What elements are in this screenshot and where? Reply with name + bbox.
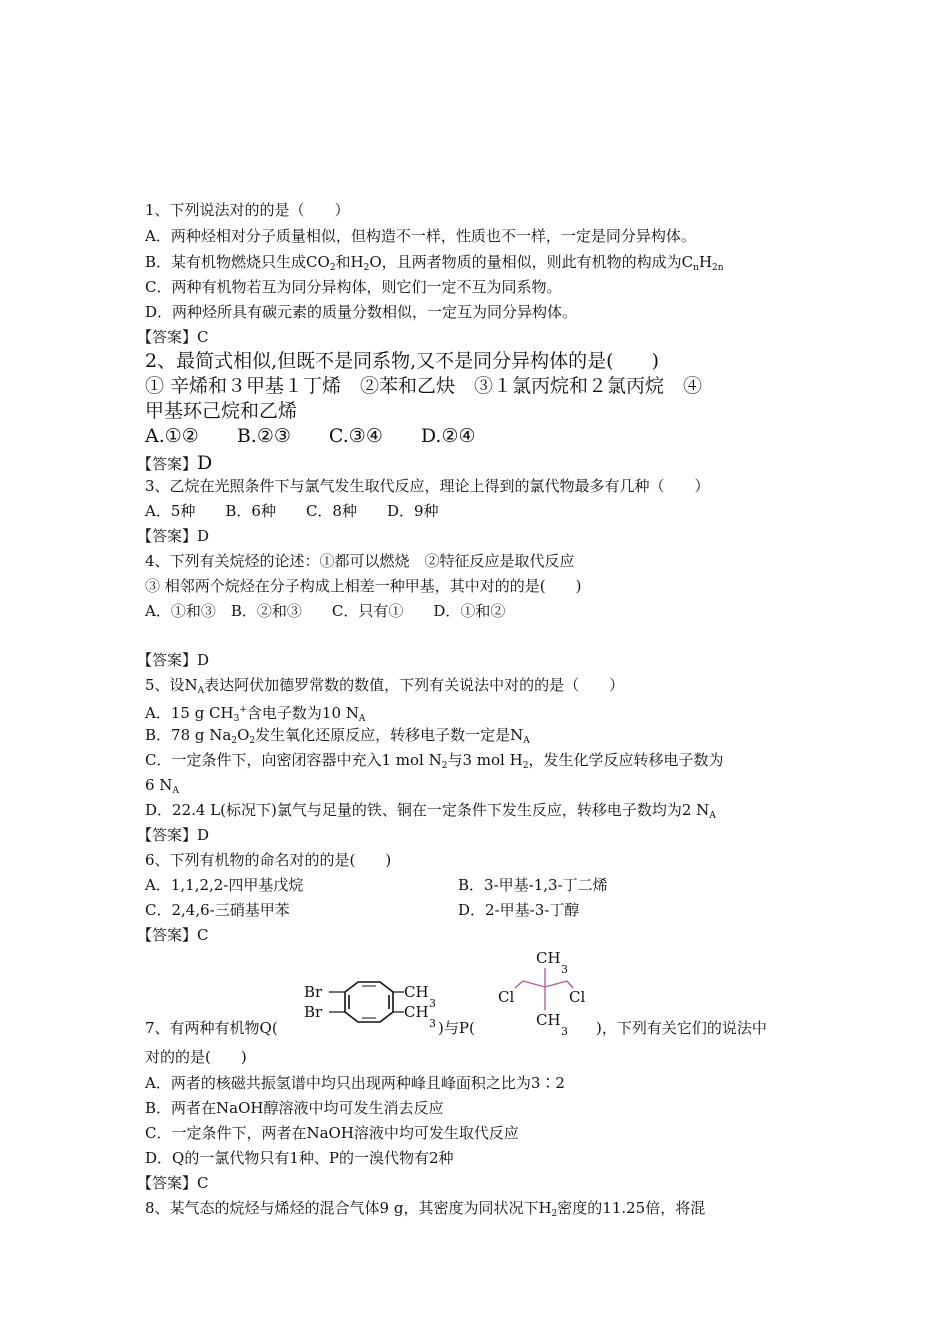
q5-option-b: B．78 g $Na_2O_2$发生氧化还原反应，转移电子数一定是$N_A$	[145, 726, 530, 746]
q7-stem-pre: 7、有两种有机物Q(	[145, 1019, 278, 1037]
q2-items-line1: ① 辛烯和３甲基１丁烯 ②苯和乙炔 ③１氯丙烷和２氯丙烷 ④	[145, 375, 703, 397]
q5-answer: 【答案】D	[137, 826, 210, 844]
q1-option-d: D．两种烃所具有碳元素的质量分数相似，一定互为同分异构体。	[145, 303, 578, 321]
q6-option-b: B．3-甲基-1,3-丁二烯	[458, 876, 608, 894]
q3-options: A．5种 B．6种 C．8种 D．9种	[145, 502, 439, 520]
q4-stem: 4、下列有关烷烃的论述：①都可以燃烧 ②特征反应是取代反应	[145, 552, 575, 570]
q3-stem: 3、乙烷在光照条件下与氯气发生取代反应，理论上得到的氯代物最多有几种（ ）	[145, 477, 710, 495]
q5-option-c-line2: 6 $N_A$	[145, 776, 179, 796]
q7-option-b: B．两者在NaOH醇溶液中均可发生消去反应	[145, 1099, 444, 1117]
q6-stem: 6、下列有机物的命名对的的是( )	[145, 851, 392, 869]
q2-stem: 2、最简式相似,但既不是同系物,又不是同分异构体的是( )	[145, 350, 659, 372]
q-br-bottom: Br	[304, 1003, 323, 1021]
q-ch3-top-sub: 3	[429, 997, 436, 1010]
q7-structure-q	[300, 965, 450, 1035]
q6-option-c: C．2,4,6-三硝基甲苯	[145, 901, 290, 919]
q-ch3-bottom-sub: 3	[429, 1017, 436, 1030]
p-cl-left: Cl	[498, 988, 515, 1006]
p-ch3-bottom-sub: 3	[561, 1025, 568, 1038]
q4-answer: 【答案】D	[137, 651, 210, 669]
q4-line2: ③ 相邻两个烷烃在分子构成上相差一种甲基，其中对的的是( )	[145, 577, 582, 595]
q2-answer: 【答案】D	[137, 452, 213, 474]
q1-option-c: C．两种有机物若互为同分异构体，则它们一定不互为同系物。	[145, 278, 562, 296]
q5-option-c: C．一定条件下，向密闭容器中充入1 mol $N_2$与3 mol $H_2$，发生化学反应转移电子数为	[145, 751, 724, 771]
q7-stem-mid: )与P(	[438, 1019, 475, 1037]
q8-stem: 8、某气态的烷烃与烯烃的混合气体9 g，其密度为同状况下$H_2$密度的11.25倍，将混	[145, 1199, 706, 1219]
q-ch3-top: CH	[404, 983, 429, 1001]
q5-option-d: D．22.4 L(标况下)氯气与足量的铁、铜在一定条件下发生反应，转移电子数均为2 $N_A$	[145, 801, 716, 821]
q-br-top: Br	[304, 983, 323, 1001]
q-ch3-bottom: CH	[404, 1003, 429, 1021]
q7-stem-post: )，下列有关它们的说法中	[596, 1019, 767, 1037]
q1-option-b: B．某有机物燃烧只生成$CO_2$和$H_2O$，且两者物质的量相似，则此有机物的构成为$C_nH_{2n}$	[145, 253, 724, 273]
q1-answer: 【答案】C	[137, 328, 209, 346]
q6-answer: 【答案】C	[137, 926, 209, 944]
q3-answer: 【答案】D	[137, 527, 210, 545]
q1-stem: 1、下列说法对的的是（ ）	[145, 201, 350, 219]
q2-items-line2: 甲基环己烷和乙烯	[145, 400, 298, 422]
q5-stem: 5、设$N_A$表达阿伏加德罗常数的数值，下列有关说法中对的的是（ ）	[145, 676, 625, 696]
p-ch3-top-sub: 3	[561, 963, 568, 976]
q7-option-c: C．一定条件下，两者在NaOH溶液中均可发生取代反应	[145, 1124, 519, 1142]
q6-option-a: A．1,1,2,2-四甲基戊烷	[145, 876, 304, 894]
p-cl-right: Cl	[569, 988, 586, 1006]
q5-option-a: A．15 g $CH_3^+$含电子数为10 $N_A$	[145, 704, 366, 724]
p-ch3-bottom: CH	[536, 1011, 561, 1029]
q4-options: A．①和③ B．②和③ C．只有① D．①和②	[145, 602, 506, 620]
q6-option-d: D．2-甲基-3-丁醇	[458, 901, 580, 919]
q7-structure-p	[492, 943, 602, 1038]
q2-options: A.①② B.②③ C.③④ D.②④	[145, 425, 476, 447]
p-ch3-top: CH	[536, 949, 561, 967]
q7-option-a: A．两者的核磁共振氢谱中均只出现两种峰且峰面积之比为3∶2	[145, 1074, 565, 1092]
q7-option-d: D．Q的一氯代物只有1种、P的一溴代物有2种	[145, 1149, 454, 1167]
q7-stem-line2: 对的的是( )	[145, 1048, 247, 1066]
q7-answer: 【答案】C	[137, 1174, 209, 1192]
q1-option-a: A．两种烃相对分子质量相似，但构造不一样，性质也不一样，一定是同分异构体。	[145, 227, 696, 245]
